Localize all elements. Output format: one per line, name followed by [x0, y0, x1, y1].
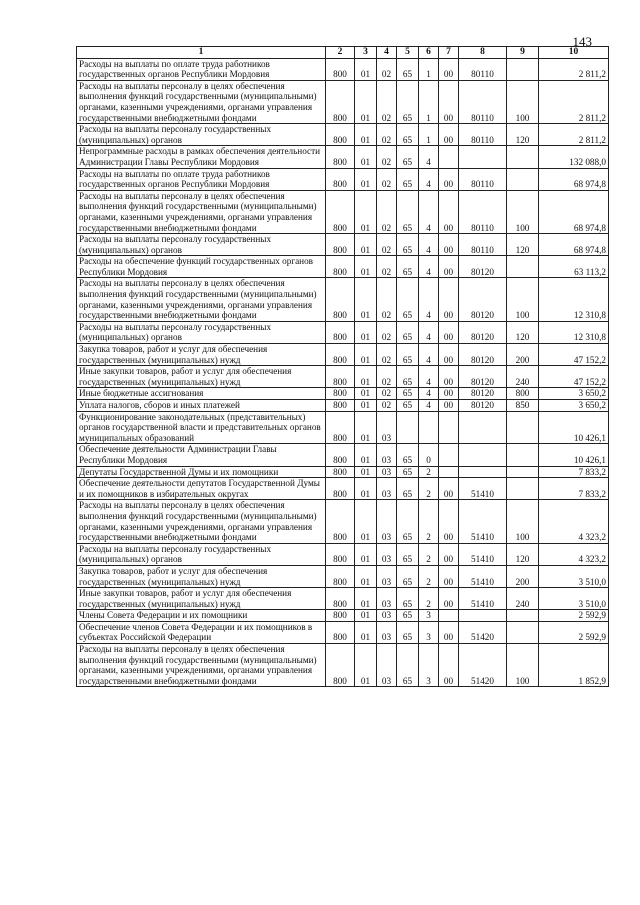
subsection-code-cell: 02 [377, 344, 397, 366]
subprogram-code-cell: 2 [419, 588, 439, 610]
section-code-cell: 01 [355, 146, 377, 168]
table-row [77, 146, 609, 168]
subprogram-code-cell: 2 [419, 466, 439, 478]
event-code-cell: 00 [439, 500, 459, 543]
subprogram-code-cell: 3 [419, 610, 439, 622]
subprogram-code-cell: 4 [419, 388, 439, 400]
table-row [77, 168, 609, 190]
section-code-cell: 01 [355, 400, 377, 412]
event-code-cell: 00 [439, 644, 459, 687]
program-code-cell [397, 411, 419, 444]
ministry-code-cell: 800 [326, 256, 355, 278]
direction-code-cell: 80120 [459, 400, 507, 412]
amount-cell: 63 113,2 [539, 256, 609, 278]
amount-cell: 1 852,9 [539, 644, 609, 687]
direction-code-cell: 80120 [459, 344, 507, 366]
program-code-cell: 65 [397, 444, 419, 466]
program-code-cell: 65 [397, 644, 419, 687]
item-name-cell: Расходы на выплаты персоналу государственных (муниципальных) органов [77, 543, 326, 565]
event-code-cell: 00 [439, 388, 459, 400]
amount-cell: 4 323,2 [539, 500, 609, 543]
subprogram-code-cell [419, 411, 439, 444]
event-code-cell [439, 411, 459, 444]
item-name-cell: Функционирование законодательных (представительных) органов государственной власти и представительных органов муниципальных образований [77, 411, 326, 444]
direction-code-cell: 51410 [459, 500, 507, 543]
section-code-cell: 01 [355, 444, 377, 466]
event-code-cell: 00 [439, 278, 459, 321]
direction-code-cell [459, 411, 507, 444]
subsection-code-cell: 02 [377, 190, 397, 233]
subsection-code-cell: 02 [377, 58, 397, 80]
item-name-cell: Расходы на выплаты персоналу государственных (муниципальных) органов [77, 124, 326, 146]
direction-code-cell [459, 466, 507, 478]
expense-type-cell [507, 411, 539, 444]
subsection-code-cell: 02 [377, 80, 397, 123]
direction-code-cell: 80110 [459, 168, 507, 190]
subprogram-code-cell: 1 [419, 58, 439, 80]
subprogram-code-cell: 2 [419, 478, 439, 500]
subsection-code-cell: 02 [377, 400, 397, 412]
program-code-cell: 65 [397, 80, 419, 123]
amount-cell: 68 974,8 [539, 190, 609, 233]
section-code-cell: 01 [355, 234, 377, 256]
subsection-code-cell: 02 [377, 234, 397, 256]
direction-code-cell: 51420 [459, 644, 507, 687]
table-row [77, 234, 609, 256]
expense-type-cell: 100 [507, 80, 539, 123]
program-code-cell: 65 [397, 124, 419, 146]
program-code-cell: 65 [397, 278, 419, 321]
ministry-code-cell: 800 [326, 366, 355, 388]
section-code-cell: 01 [355, 543, 377, 565]
table-row [77, 190, 609, 233]
program-code-cell: 65 [397, 344, 419, 366]
item-name-cell: Расходы на выплаты персоналу в целях обеспечения выполнения функций государственными (муниципальными) органами, казенными учреждениями, органами управления государственными внебюджетными фондами [77, 644, 326, 687]
subsection-code-cell: 02 [377, 256, 397, 278]
table-row [77, 588, 609, 610]
program-code-cell: 65 [397, 256, 419, 278]
table-row [77, 644, 609, 687]
item-name-cell: Закупка товаров, работ и услуг для обеспечения государственных (муниципальных) нужд [77, 344, 326, 366]
column-header: 5 [397, 47, 419, 59]
budget-table [76, 46, 609, 687]
subsection-code-cell: 02 [377, 388, 397, 400]
table-row [77, 444, 609, 466]
event-code-cell: 00 [439, 344, 459, 366]
table-row [77, 344, 609, 366]
amount-cell: 7 833,2 [539, 466, 609, 478]
ministry-code-cell: 800 [326, 344, 355, 366]
event-code-cell: 00 [439, 80, 459, 123]
subprogram-code-cell: 2 [419, 565, 439, 587]
direction-code-cell: 80120 [459, 278, 507, 321]
table-row [77, 621, 609, 643]
event-code-cell [439, 610, 459, 622]
subprogram-code-cell: 2 [419, 543, 439, 565]
page-number: 143 [572, 34, 592, 49]
ministry-code-cell: 800 [326, 610, 355, 622]
amount-cell: 68 974,8 [539, 234, 609, 256]
subprogram-code-cell: 4 [419, 146, 439, 168]
section-code-cell: 01 [355, 621, 377, 643]
table-row [77, 80, 609, 123]
program-code-cell: 65 [397, 400, 419, 412]
amount-cell: 12 310,8 [539, 278, 609, 321]
subsection-code-cell: 02 [377, 124, 397, 146]
subprogram-code-cell: 1 [419, 124, 439, 146]
amount-cell: 10 426,1 [539, 444, 609, 466]
amount-cell: 47 152,2 [539, 344, 609, 366]
subprogram-code-cell: 4 [419, 400, 439, 412]
ministry-code-cell: 800 [326, 500, 355, 543]
subsection-code-cell: 02 [377, 366, 397, 388]
event-code-cell: 00 [439, 565, 459, 587]
section-code-cell: 01 [355, 366, 377, 388]
item-name-cell: Уплата налогов, сборов и иных платежей [77, 400, 326, 412]
column-header: 3 [355, 47, 377, 59]
section-code-cell: 01 [355, 500, 377, 543]
section-code-cell: 01 [355, 278, 377, 321]
direction-code-cell: 80120 [459, 366, 507, 388]
section-code-cell: 01 [355, 644, 377, 687]
direction-code-cell: 80120 [459, 256, 507, 278]
event-code-cell [439, 466, 459, 478]
event-code-cell: 00 [439, 321, 459, 343]
direction-code-cell: 80110 [459, 58, 507, 80]
program-code-cell: 65 [397, 500, 419, 543]
expense-type-cell: 100 [507, 500, 539, 543]
item-name-cell: Расходы на выплаты персоналу в целях обеспечения выполнения функций государственными (муниципальными) органами, казенными учреждениями, органами управления государственными внебюджетными фондами [77, 190, 326, 233]
ministry-code-cell: 800 [326, 168, 355, 190]
direction-code-cell: 80120 [459, 321, 507, 343]
direction-code-cell: 80110 [459, 190, 507, 233]
ministry-code-cell: 800 [326, 565, 355, 587]
table-row [77, 124, 609, 146]
table-header-row [77, 47, 609, 59]
amount-cell: 10 426,1 [539, 411, 609, 444]
subprogram-code-cell: 4 [419, 278, 439, 321]
expense-type-cell: 120 [507, 543, 539, 565]
expense-type-cell [507, 168, 539, 190]
table-row [77, 366, 609, 388]
subprogram-code-cell: 1 [419, 80, 439, 123]
subsection-code-cell: 02 [377, 321, 397, 343]
subsection-code-cell: 03 [377, 610, 397, 622]
item-name-cell: Расходы на выплаты персоналу в целях обеспечения выполнения функций государственными (муниципальными) органами, казенными учреждениями, органами управления государственными внебюджетными фондами [77, 500, 326, 543]
item-name-cell: Непрограммные расходы в рамках обеспечения деятельности Администрации Главы Республики Мордовия [77, 146, 326, 168]
ministry-code-cell: 800 [326, 411, 355, 444]
ministry-code-cell: 800 [326, 543, 355, 565]
expense-type-cell [507, 466, 539, 478]
direction-code-cell: 80110 [459, 124, 507, 146]
direction-code-cell: 51410 [459, 565, 507, 587]
ministry-code-cell: 800 [326, 400, 355, 412]
item-name-cell: Члены Совета Федерации и их помощники [77, 610, 326, 622]
subsection-code-cell: 03 [377, 565, 397, 587]
column-header: 7 [439, 47, 459, 59]
item-name-cell: Иные закупки товаров, работ и услуг для обеспечения государственных (муниципальных) нужд [77, 588, 326, 610]
table-row [77, 411, 609, 444]
item-name-cell: Расходы на выплаты персоналу государственных (муниципальных) органов [77, 321, 326, 343]
ministry-code-cell: 800 [326, 58, 355, 80]
table-row [77, 610, 609, 622]
subsection-code-cell: 03 [377, 466, 397, 478]
subsection-code-cell: 03 [377, 500, 397, 543]
subsection-code-cell: 03 [377, 543, 397, 565]
event-code-cell: 00 [439, 588, 459, 610]
amount-cell: 3 510,0 [539, 588, 609, 610]
direction-code-cell [459, 146, 507, 168]
direction-code-cell: 80120 [459, 388, 507, 400]
amount-cell: 7 833,2 [539, 478, 609, 500]
amount-cell: 47 152,2 [539, 366, 609, 388]
section-code-cell: 01 [355, 344, 377, 366]
event-code-cell [439, 146, 459, 168]
subsection-code-cell: 03 [377, 588, 397, 610]
amount-cell: 3 650,2 [539, 400, 609, 412]
program-code-cell: 65 [397, 466, 419, 478]
ministry-code-cell: 800 [326, 80, 355, 123]
program-code-cell: 65 [397, 478, 419, 500]
ministry-code-cell: 800 [326, 234, 355, 256]
subprogram-code-cell: 4 [419, 234, 439, 256]
event-code-cell: 00 [439, 190, 459, 233]
column-header: 2 [326, 47, 355, 59]
section-code-cell: 01 [355, 321, 377, 343]
expense-type-cell: 120 [507, 124, 539, 146]
section-code-cell: 01 [355, 411, 377, 444]
amount-cell: 3 510,0 [539, 565, 609, 587]
amount-cell: 4 323,2 [539, 543, 609, 565]
program-code-cell: 65 [397, 234, 419, 256]
item-name-cell: Депутаты Государственной Думы и их помощники [77, 466, 326, 478]
expense-type-cell: 200 [507, 565, 539, 587]
event-code-cell: 00 [439, 543, 459, 565]
event-code-cell: 00 [439, 256, 459, 278]
direction-code-cell: 51420 [459, 621, 507, 643]
subsection-code-cell: 03 [377, 478, 397, 500]
program-code-cell: 65 [397, 168, 419, 190]
program-code-cell: 65 [397, 621, 419, 643]
amount-cell: 2 592,9 [539, 621, 609, 643]
table-row [77, 500, 609, 543]
event-code-cell: 00 [439, 124, 459, 146]
program-code-cell: 65 [397, 588, 419, 610]
table-row [77, 256, 609, 278]
subprogram-code-cell: 4 [419, 366, 439, 388]
expense-type-cell: 240 [507, 588, 539, 610]
table-row [77, 565, 609, 587]
subprogram-code-cell: 0 [419, 444, 439, 466]
item-name-cell: Обеспечение деятельности Администрации Главы Республики Мордовия [77, 444, 326, 466]
table-row [77, 543, 609, 565]
direction-code-cell [459, 610, 507, 622]
event-code-cell: 00 [439, 168, 459, 190]
expense-type-cell: 100 [507, 278, 539, 321]
expense-type-cell [507, 444, 539, 466]
amount-cell: 68 974,8 [539, 168, 609, 190]
table-row [77, 478, 609, 500]
expense-type-cell [507, 256, 539, 278]
section-code-cell: 01 [355, 478, 377, 500]
table-row [77, 58, 609, 80]
direction-code-cell: 80110 [459, 234, 507, 256]
amount-cell: 2 811,2 [539, 80, 609, 123]
event-code-cell: 00 [439, 621, 459, 643]
amount-cell: 2 592,9 [539, 610, 609, 622]
item-name-cell: Иные закупки товаров, работ и услуг для обеспечения государственных (муниципальных) нужд [77, 366, 326, 388]
amount-cell: 2 811,2 [539, 58, 609, 80]
ministry-code-cell: 800 [326, 644, 355, 687]
column-header: 6 [419, 47, 439, 59]
event-code-cell: 00 [439, 366, 459, 388]
ministry-code-cell: 800 [326, 621, 355, 643]
table-row [77, 388, 609, 400]
table-body [77, 58, 609, 687]
expense-type-cell [507, 58, 539, 80]
section-code-cell: 01 [355, 124, 377, 146]
item-name-cell: Обеспечение деятельности депутатов Государственной Думы и их помощников в избирательных округах [77, 478, 326, 500]
expense-type-cell: 100 [507, 644, 539, 687]
program-code-cell: 65 [397, 565, 419, 587]
amount-cell: 3 650,2 [539, 388, 609, 400]
column-header: 8 [459, 47, 507, 59]
ministry-code-cell: 800 [326, 444, 355, 466]
ministry-code-cell: 800 [326, 146, 355, 168]
section-code-cell: 01 [355, 610, 377, 622]
program-code-cell: 65 [397, 321, 419, 343]
subsection-code-cell: 03 [377, 621, 397, 643]
subsection-code-cell: 03 [377, 444, 397, 466]
section-code-cell: 01 [355, 256, 377, 278]
section-code-cell: 01 [355, 388, 377, 400]
item-name-cell: Расходы на выплаты по оплате труда работников государственных органов Республики Мордовия [77, 58, 326, 80]
subsection-code-cell: 02 [377, 146, 397, 168]
section-code-cell: 01 [355, 190, 377, 233]
section-code-cell: 01 [355, 58, 377, 80]
program-code-cell: 65 [397, 146, 419, 168]
table-row [77, 278, 609, 321]
subprogram-code-cell: 4 [419, 256, 439, 278]
expense-type-cell: 850 [507, 400, 539, 412]
item-name-cell: Расходы на выплаты по оплате труда работников государственных органов Республики Мордовия [77, 168, 326, 190]
ministry-code-cell: 800 [326, 190, 355, 233]
program-code-cell: 65 [397, 543, 419, 565]
amount-cell: 12 310,8 [539, 321, 609, 343]
item-name-cell: Расходы на выплаты персоналу в целях обеспечения выполнения функций государственными (муниципальными) органами, казенными учреждениями, органами управления государственными внебюджетными фондами [77, 80, 326, 123]
table-row [77, 321, 609, 343]
section-code-cell: 01 [355, 565, 377, 587]
subprogram-code-cell: 3 [419, 644, 439, 687]
subsection-code-cell: 03 [377, 411, 397, 444]
program-code-cell: 65 [397, 388, 419, 400]
item-name-cell: Расходы на выплаты персоналу государственных (муниципальных) органов [77, 234, 326, 256]
column-header: 4 [377, 47, 397, 59]
item-name-cell: Расходы на выплаты персоналу в целях обеспечения выполнения функций государственными (муниципальными) органами, казенными учреждениями, органами управления государственными внебюджетными фондами [77, 278, 326, 321]
table-row [77, 466, 609, 478]
column-header: 1 [77, 47, 326, 59]
event-code-cell: 00 [439, 58, 459, 80]
subsection-code-cell: 02 [377, 278, 397, 321]
column-header: 9 [507, 47, 539, 59]
event-code-cell: 00 [439, 234, 459, 256]
expense-type-cell: 200 [507, 344, 539, 366]
program-code-cell: 65 [397, 366, 419, 388]
expense-type-cell [507, 610, 539, 622]
amount-cell: 2 811,2 [539, 124, 609, 146]
program-code-cell: 65 [397, 58, 419, 80]
expense-type-cell [507, 478, 539, 500]
amount-cell: 132 088,0 [539, 146, 609, 168]
subsection-code-cell: 02 [377, 168, 397, 190]
expense-type-cell: 120 [507, 321, 539, 343]
expense-type-cell [507, 146, 539, 168]
item-name-cell: Закупка товаров, работ и услуг для обеспечения государственных (муниципальных) нужд [77, 565, 326, 587]
direction-code-cell: 80110 [459, 80, 507, 123]
subprogram-code-cell: 3 [419, 621, 439, 643]
section-code-cell: 01 [355, 80, 377, 123]
subprogram-code-cell: 2 [419, 500, 439, 543]
column-header: 10 [539, 47, 609, 59]
expense-type-cell: 100 [507, 190, 539, 233]
direction-code-cell: 51410 [459, 478, 507, 500]
event-code-cell: 00 [439, 400, 459, 412]
subprogram-code-cell: 4 [419, 190, 439, 233]
subprogram-code-cell: 4 [419, 168, 439, 190]
ministry-code-cell: 800 [326, 321, 355, 343]
item-name-cell: Обеспечение членов Совета Федерации и их помощников в субъектах Российской Федерации [77, 621, 326, 643]
event-code-cell: 00 [439, 478, 459, 500]
table-row [77, 400, 609, 412]
subprogram-code-cell: 4 [419, 344, 439, 366]
item-name-cell: Иные бюджетные ассигнования [77, 388, 326, 400]
section-code-cell: 01 [355, 168, 377, 190]
expense-type-cell: 240 [507, 366, 539, 388]
subprogram-code-cell: 4 [419, 321, 439, 343]
direction-code-cell: 51410 [459, 543, 507, 565]
event-code-cell [439, 444, 459, 466]
ministry-code-cell: 800 [326, 466, 355, 478]
item-name-cell: Расходы на обеспечение функций государственных органов Республики Мордовия [77, 256, 326, 278]
ministry-code-cell: 800 [326, 124, 355, 146]
section-code-cell: 01 [355, 588, 377, 610]
expense-type-cell [507, 621, 539, 643]
ministry-code-cell: 800 [326, 478, 355, 500]
program-code-cell: 65 [397, 610, 419, 622]
ministry-code-cell: 800 [326, 388, 355, 400]
program-code-cell: 65 [397, 190, 419, 233]
direction-code-cell [459, 444, 507, 466]
section-code-cell: 01 [355, 466, 377, 478]
direction-code-cell: 51410 [459, 588, 507, 610]
ministry-code-cell: 800 [326, 278, 355, 321]
expense-type-cell: 800 [507, 388, 539, 400]
expense-type-cell: 120 [507, 234, 539, 256]
subsection-code-cell: 03 [377, 644, 397, 687]
ministry-code-cell: 800 [326, 588, 355, 610]
